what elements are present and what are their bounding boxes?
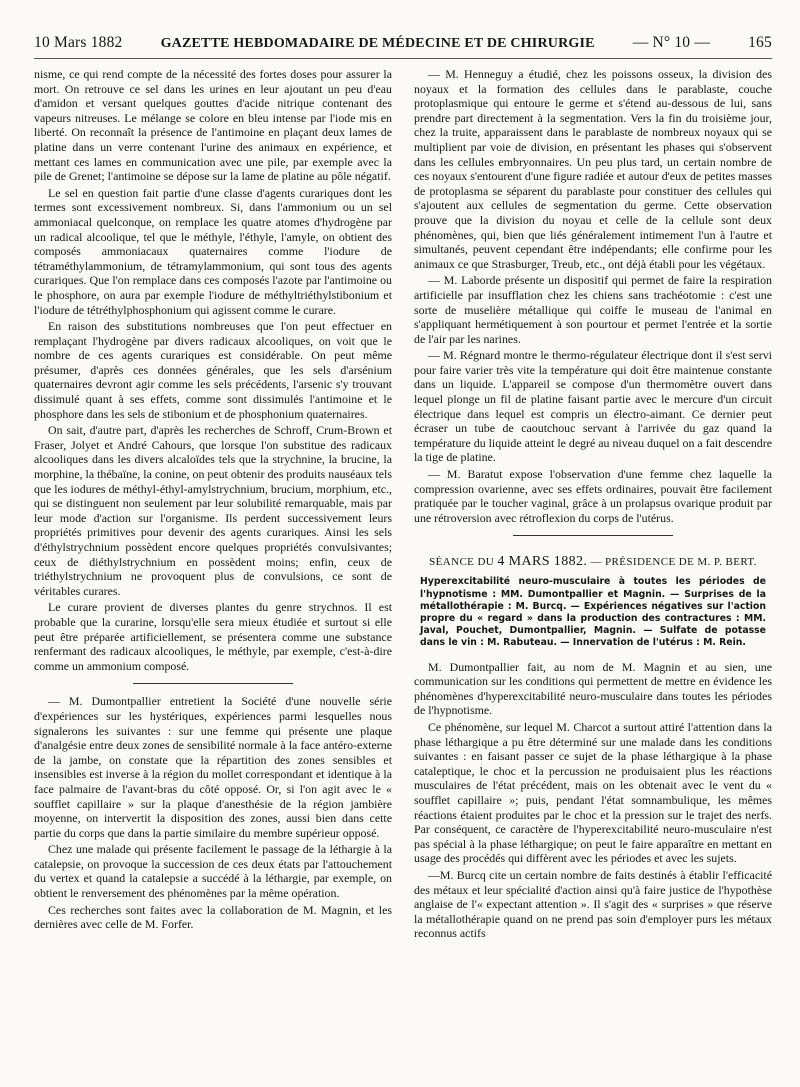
- right-column: [414, 67, 772, 941]
- section-divider: [133, 683, 293, 684]
- section-divider: [513, 535, 673, 536]
- paragraph: — M. Dumontpallier entretient la Société d'une nouvelle série d'expériences sur les hystériques, expériences parmi lesquelles nous signalerons les suivantes : sur une femme qui présente une plaque d'analgésie entre deux zones de sensibilité normale à la face antéro-externe de la jambe, on constate que la répartition des zones sensibles et insensibles est inverse à la région du mollet correspondant et identique à la face palmaire de l'avant-bras du côté opposé. Or, si l'on agit avec le « soufflet capillaire » sur la plaque d'anesthésie de la région jambière moyenne, on intervertit la disposition des zones, aussi bien dans cette partie du corps que dans la partie similaire du membre supérieur opposé.: [34, 694, 392, 840]
- session-date: 4 MARS 1882.: [497, 554, 588, 570]
- session-heading: [414, 554, 772, 570]
- paragraph: En raison des substitutions nombreuses que l'on peut effectuer en remplaçant l'hydrogène par divers radicaux alcooliques, on voit que le nombre de ces agents curariques est considérable. On peut même présumer, d'après ces données générales, que les sels d'arsénium quaternaires devront agir comme les sels précédents, l'arsenic s'y trouvant dissimulé quant à ses effets, comme sont dissimulés l'antimoine et le phosphore dans les sels de stibonium et de phosphonium quaternaires.: [34, 319, 392, 421]
- issue-date: 10 Mars 1882: [34, 34, 123, 51]
- paragraph: Le curare provient de diverses plantes du genre strychnos. Il est probable que la curarine, lorsqu'elle sera mieux étudiée et surtout si elle peut être préparée artificiellement, se présentera comme une substance renfermant des radicaux alcooliques, le méthyle, par exemple, c'est-à-dire comme un ammonium composé.: [34, 600, 392, 673]
- paragraph: nisme, ce qui rend compte de la nécessité des fortes doses pour assurer la mort. On retrouve ce sel dans les urines en leur ajoutant un peu d'eau d'amidon et versant quelques gouttes d'acide nitrique contenant des vapeurs nitreuses. Le mélange se colore en bleu intense par l'iode mis en liberté. On reconnaît la présence de l'antimoine en plaçant deux lames de platine dans un verre contenant l'urine des animaux en expérience, et mettant ces lames en communication avec une pile, par exemple avec la pile de Grenet; l'antimoine se dépose sur la lame de platine au pôle négatif.: [34, 67, 392, 184]
- columns: [34, 67, 772, 941]
- session-prefix: SÉANCE DU: [429, 556, 495, 569]
- paragraph: — M. Régnard montre le thermo-régulateur électrique dont il s'est servi pour faire varier très vite la température qui doit être maintenue constante dans un liquide. L'appareil se compose d'un thermomètre ouvert dans lequel plonge un fil de platine faisant partie avec le mercure d'un circuit électrique dans lequel est compris un électro-aimant. Ce dernier peut écraser un tube de caoutchouc servant à l'arrivée du gaz quand la température du liquide atteint le degré au niveau duquel on a fait descendre la tige de platine.: [414, 348, 772, 465]
- page-header: [34, 34, 772, 59]
- paragraph: — M. Henneguy a étudié, chez les poissons osseux, la division des noyaux et la formation des cellules dans le parablaste, couche protoplasmique qui entoure le germe et s'étend au-dessous de lui, sans prendre part directement à la segmentation. Vers la fin du troisième jour, chez la truite, apparaissent dans le parablaste de nombreux noyaux qui se multiplient par voie de division, en présentant les phases qui s'observent dans les cellules embryonnaires. Un peu plus tard, un certain nombre de ces noyaux s'entourent d'une figure radiée et autour d'eux de petites masses de protoplasma se séparent du parablaste pour constituer des cellules qui s'ajoutent aux cellules de segmentation du germe. Cette observation prouve que la division du noyau et celle de la cellule sont deux phénomènes, qui, bien que liés généralement intimement l'un à l'autre et simultanés, peuvent cependant être indépendants; elle confirme pour les animaux ce que Strasburger, Treub, etc., ont déjà établi pour les végétaux.: [414, 67, 772, 271]
- paragraph: On sait, d'autre part, d'après les recherches de Schroff, Crum-Brown et Fraser, Jolyet et André Cahours, que lorsque l'on substitue des radicaux alcooliques dans les divers alcaloïdes tels que la strychnine, la brucine, la morphine, la thébaïne, la conine, on peut obtenir des produits nauséaux tels que les iodures de méthyl-éthyl-amylstrychnium, brucium, morphium, etc., qui se distinguent non seulement par leur solubilité remarquable, mais par leur mode d'action sur l'organisme. Ils perdent successivement leurs propriétés primitives pour devenir des agents curariques. Ainsi les sels d'éthylstrychnium possèdent encore quelques propriétés convulsivantes; ceux de diéthylstrychnium en possèdent moins; enfin, ceux de triéthylstrychnium ne provoquent plus de convulsions, ce sont de véritables curares.: [34, 423, 392, 598]
- paragraph: —M. Burcq cite un certain nombre de faits destinés à établir l'efficacité des métaux et leur spécialité d'action ainsi qu'à faire justice de l'hypothèse anglaise de l'« expectant attention ». Il s'agit des « surprises » que réserve la métallothérapie quand on ne prend pas soin d'employer purs les métaux reconnus actifs: [414, 867, 772, 941]
- issue-number: — N° 10 —: [632, 34, 711, 51]
- page-number: 165: [748, 34, 772, 51]
- paragraph: — M. Laborde présente un dispositif qui permet de faire la respiration artificielle par insufflation chez les chiens sans trachéotomie : c'est une sorte de muselière métallique qui coiffe le museau de l'animal en s'appliquant hermétiquement à son pourtour et permet l'entrée et la sortie de l'air par les narines.: [414, 273, 772, 346]
- journal-title: GAZETTE HEBDOMADAIRE DE MÉDECINE ET DE CHIRURGIE: [160, 36, 595, 51]
- session-summary: Hyperexcitabilité neuro-musculaire à toutes les périodes de l'hypnotisme : MM. Dumontpallier et Magnin. — Surprises de la métallothérapie : M. Burcq. — Expériences négatives sur l'action propre du « regard » dans la production des contractures : MM. Javal, Pouchet, Dumontpallier, Magnin. — Sulfate de potasse dans le vin : M. Rabuteau. — Innervation de l'utérus : M. Rein.: [420, 576, 766, 649]
- left-column: [34, 67, 392, 941]
- session-presidency: — PRÉSIDENCE DE M. P. BERT.: [590, 556, 757, 569]
- paragraph: — M. Baratut expose l'observation d'une femme chez laquelle la compression ovarienne, avec ses effets ordinaires, pouvait être facilement pratiquée par le toucher vaginal, grâce à un prolapsus ovarique produit par une rétroversion avec rétroflexion du corps de l'utérus.: [414, 467, 772, 525]
- paragraph: Chez une malade qui présente facilement le passage de la léthargie à la catalepsie, on provoque la succession de ces deux états par l'attouchement du vertex et quand la catalepsie a succédé à la léthargie, par exemple, on obtient le renversement des phénomènes par la même opération.: [34, 842, 392, 901]
- paragraph: Ces recherches sont faites avec la collaboration de M. Magnin, et les dernières avec celle de M. Forfer.: [34, 902, 392, 932]
- paragraph: Ce phénomène, sur lequel M. Charcot a surtout attiré l'attention dans la phase léthargique a pu être déterminé sur une malade dans les conditions suivantes : en faisant passer ce sujet de la phase léthargique à la phase cataleptique, le choc et la percussion ne produisaient plus les réactions musculaires de l'état précédent, mais on les obtenait avec le vent du « soufflet capillaire »; puis, pendant l'état somnambulique, les mêmes réactions étaient produites par le choc et la pression sur le trajet des nerfs. Par conséquent, ce caractère de l'hyperexcitabilité neuro-musculaire n'est pas spécial à la phase léthargique; on peut le faire apparaître en mettant en usage des procédés qui diffèrent avec les périodes et avec les sujets.: [414, 720, 772, 866]
- paragraph: Le sel en question fait partie d'une classe d'agents curariques dont les termes sont excessivement nombreux. Si, dans l'ammonium ou un sel ammoniacal quelconque, on remplace les quatre atomes d'hydrogène par un radical alcoolique, tel que le méthyle, l'éthyle, l'amyle, on obtient des composés ammoniacaux quaternaires comme l'iodure de tétraméthylammonium, de tétramylammonium, qui sont tous des agents curariques. Que l'on remplace dans ces composés l'azote par l'antimoine ou le phosphore, on aura par exemple l'iodure de méthyltriéthylstibonium et l'iodure de tétréthylphosphonium qui agissent comme le curare.: [34, 185, 392, 317]
- paragraph: M. Dumontpallier fait, au nom de M. Magnin et au sien, une communication sur les conditions qui permettent de mettre en évidence les phénomènes d'hyperexcitabilité neuro-musculaire dans toutes les périodes de l'hypnotisme.: [414, 659, 772, 718]
